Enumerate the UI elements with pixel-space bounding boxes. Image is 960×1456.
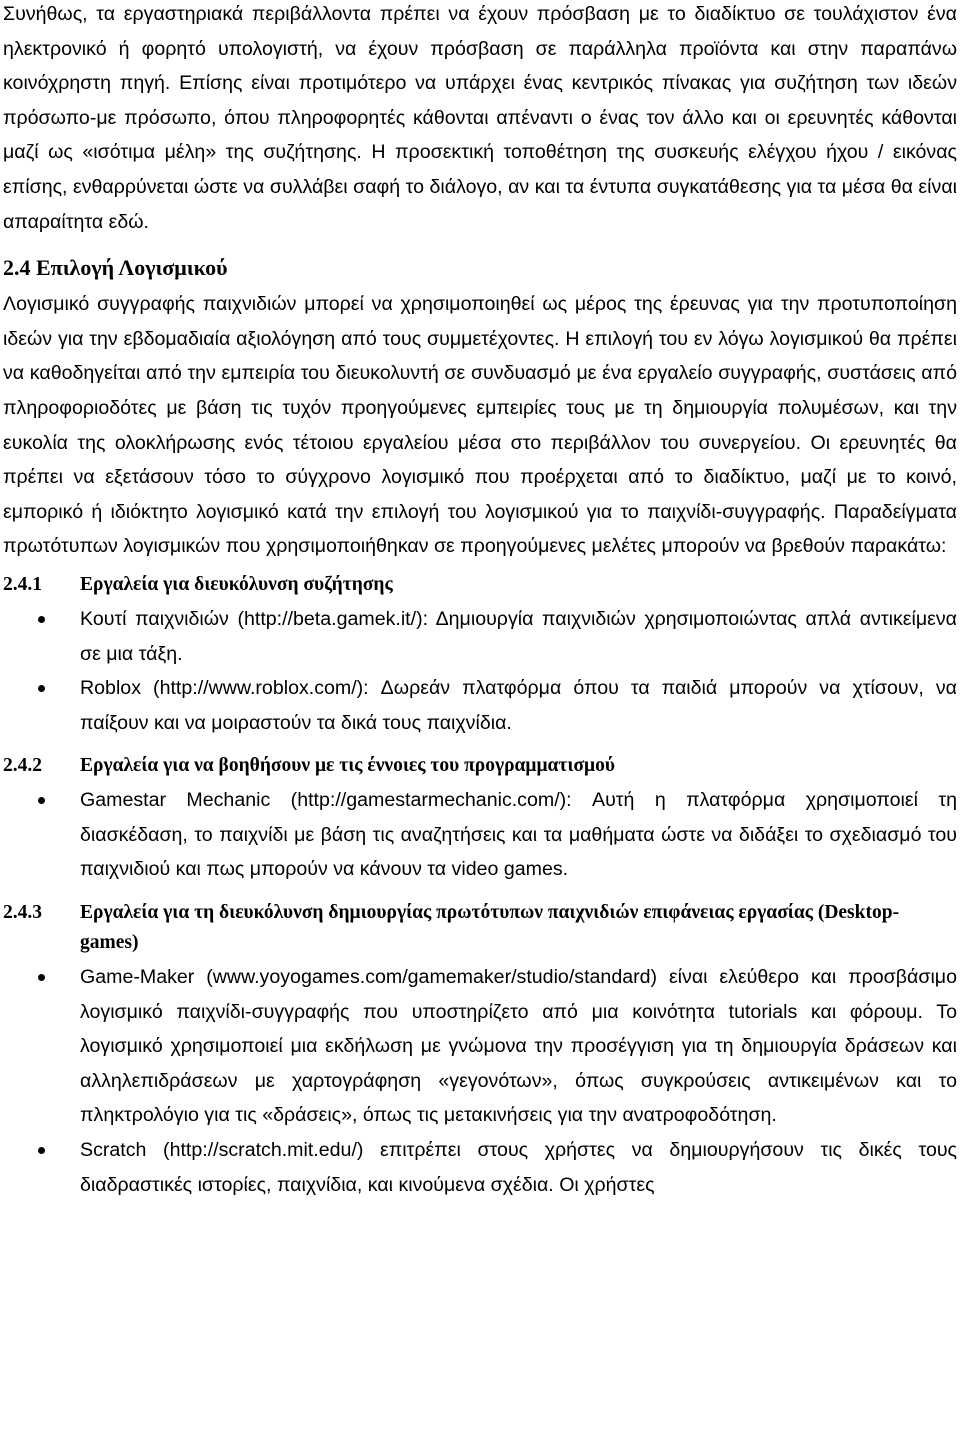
bullet-icon — [38, 685, 45, 692]
software-selection-paragraph: Λογισμικό συγγραφής παιχνιδιών μπορεί να χρησιμοποιηθεί ως μέρος της έρευνας για την προτυποποίηση ιδεών για την εβδομαδιαία αξιολόγηση από τους συμμετέχοντες. Η επιλογή του εν λόγω λογισμικού θα πρέπει να καθοδηγείται από την εμπειρία του διευκολυντή σε συνδυασμό με ένα εργαλείο συγγραφής, συστάσεις από πληροφοριοδότες με βάση τις τυχόν προηγούμενες εμπειρίες τους με τη δημιουργία πολυμέσων, και την ευκολία της ολοκλήρωσης ενός τέτοιου εργαλείου μέσα στο περιβάλλον του συνεργείου. Οι ερευνητές θα πρέπει να εξετάσουν τόσο το σύγχρονο λογισμικό που προέρχεται από το διαδίκτυο, μαζί με το κοινό, εμπορικό ή ιδιόκτητο λογισμικό κατά την επιλογή του λογισμικού για το παιχνίδι-συγγραφής. Παραδείγματα πρωτότυπων λογισμικών που χρησιμοποιήθηκαν σε προηγούμενες μελέτες μπορούν να βρεθούν παρακάτω: — [3, 293, 957, 558]
bullet-list-2-4-1 — [3, 602, 957, 740]
list-item-text: Κουτί παιχνιδιών (http://beta.gamek.it/): Δημιουργία παιχνιδιών χρησιμοποιώντας απλά αντικείμενα σε μια τάξη. — [80, 607, 957, 665]
section-heading-2-4-1 — [3, 570, 957, 600]
section-heading-2-4: 2.4 Επιλογή Λογισμικού — [3, 255, 228, 281]
bullet-icon — [38, 616, 45, 623]
bullet-list-2-4-2 — [3, 783, 957, 887]
section-title: Εργαλεία για τη διευκόλυνση δημιουργίας πρωτότυπων παιχνιδιών επιφάνειας εργασίας (Desktop-games) — [80, 902, 900, 954]
bullet-icon — [38, 797, 45, 804]
bullet-icon — [38, 974, 45, 981]
section-title: Εργαλεία για διευκόλυνση συζήτησης — [80, 573, 393, 595]
list-item-text: Gamestar Mechanic (http://gamestarmechanic.com/): Αυτή η πλατφόρμα χρησιμοποιεί τη διασκέδαση, το παιχνίδι με βάση τις αναζητήσεις και τα μαθήματα ώστε να διδάξει το σχεδιασμό του παιχνιδιού και πως μπορούν να κάνουν τα video games. — [80, 789, 957, 881]
list-item-text: Roblox (http://www.roblox.com/): Δωρεάν πλατφόρμα όπου τα παιδιά μπορούν να χτίσουν, να παίξουν και να μοιραστούν τα δικά τους παιχνίδια. — [80, 677, 957, 734]
bullet-list-2-4-3 — [3, 960, 957, 1202]
intro-paragraph: Συνήθως, τα εργαστηριακά περιβάλλοντα πρέπει να έχουν πρόσβαση με το διαδίκτυο σε τουλάχιστον ένα ηλεκτρονικό ή φορητό υπολογιστή, να έχουν πρόσβαση σε παράλληλα προϊόντα και στην παραπάνω κοινόχρηστη πηγή. Επίσης είναι προτιμότερο να υπάρχει ένας κεντρικός πίνακας για συζήτηση των ιδεών πρόσωπο-με πρόσωπο, όπου πληροφορητές κάθονται απέναντι ο ένας τον άλλο και οι ερευνητές κάθονται μαζί ως «ισότιμα μέλη» της συζήτησης. Η προσεκτική τοποθέτηση της συσκευής ελέγχου ήχου / εικόνας επίσης, ενθαρρύνεται ώστε να συλλάβει σαφή το διάλογο, αν και τα έντυπα συγκατάθεσης για τα μέσα θα είναι απαραίτητα εδώ. — [3, 3, 957, 233]
section-number: 2.4.1 — [3, 573, 42, 595]
document-page — [3, 0, 957, 1202]
list-item — [3, 960, 957, 1133]
list-item — [3, 1133, 957, 1202]
list-item-text: Game-Maker (www.yoyogames.com/gamemaker/studio/standard) είναι ελεύθερο και προσβάσιμο λογισμικό παιχνίδι-συγγραφής που υποστηρίζετο από μια κοινότητα tutorials και φόρουμ. Το λογισμικό χρησιμοποιεί μια εκδήλωση με γνώμονα την προσέγγιση για τη δημιουργία δράσεων και αλληλεπιδράσεων με χαρτογράφηση «γεγονότων», όπως συγκρούσεις αντικειμένων και το πληκτρολόγιο για τις «δράσεις», όπως τις μετακινήσεις για την ανατροφοδότηση. — [80, 966, 957, 1127]
list-item — [3, 671, 957, 740]
bullet-icon — [38, 1147, 45, 1154]
section-heading-2-4-2 — [3, 751, 957, 781]
list-item — [3, 783, 957, 887]
section-heading-2-4-3 — [3, 898, 957, 958]
section-number: 2.4.3 — [3, 902, 42, 924]
list-item — [3, 602, 957, 671]
section-title: Εργαλεία για να βοηθήσουν με τις έννοιες του προγραμματισμού — [80, 755, 615, 777]
list-item-text: Scratch (http://scratch.mit.edu/) επιτρέπει στους χρήστες να δημιουργήσουν τις δικές τους διαδραστικές ιστορίες, παιχνίδια, και κινούμενα σχέδια. Οι χρήστες — [80, 1139, 957, 1196]
section-number: 2.4.2 — [3, 755, 42, 777]
